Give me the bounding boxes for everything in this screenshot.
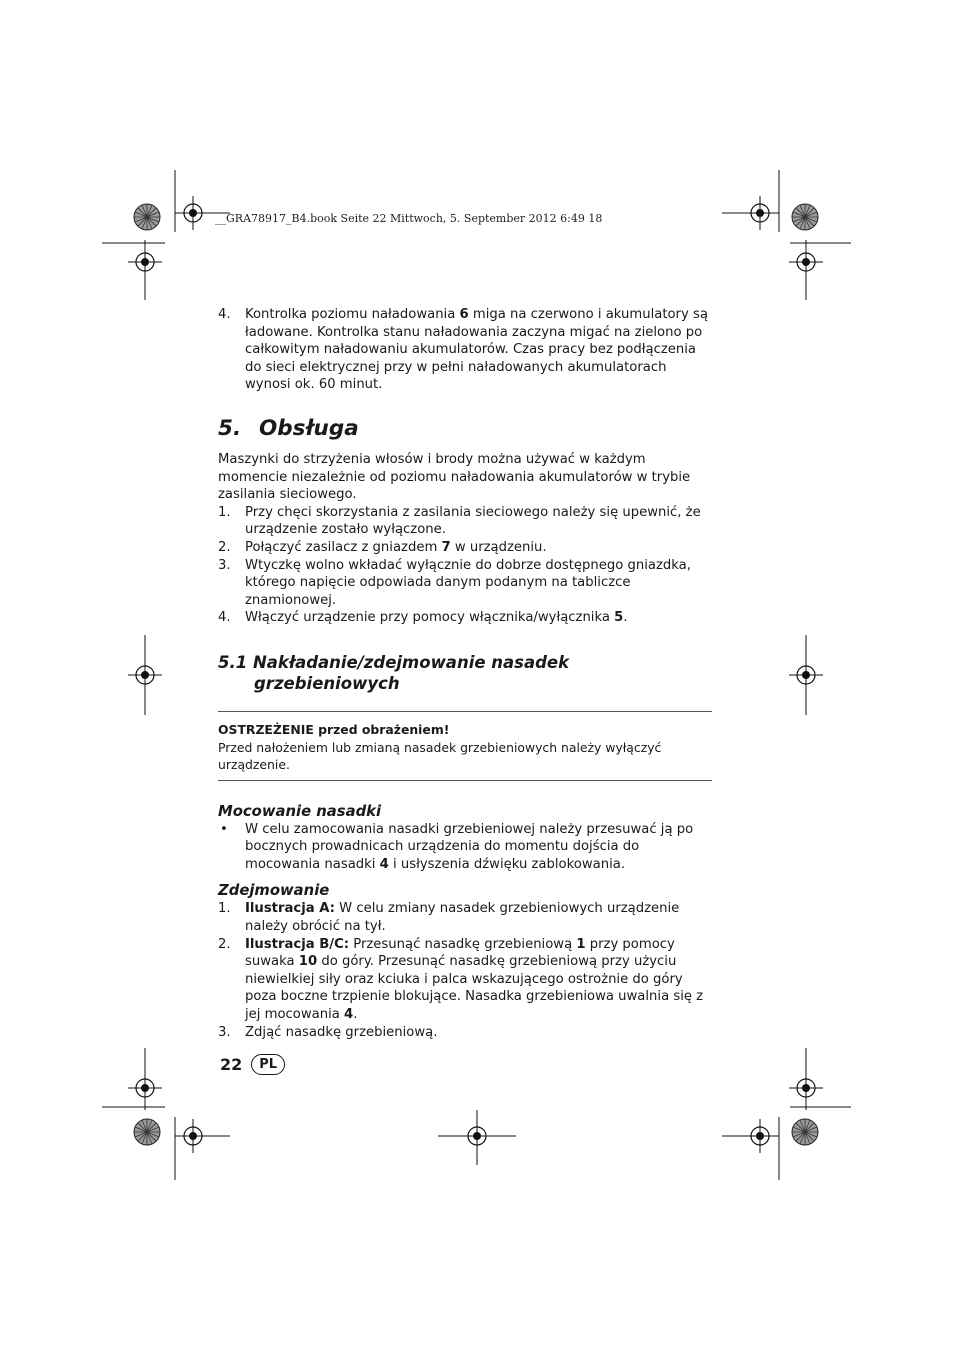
operation-steps — [218, 504, 712, 627]
language-badge: PL — [251, 1054, 285, 1075]
section-title: Obsługa — [259, 415, 359, 441]
section-paragraph: Maszynki do strzyżenia włosów i brody można używać w każdym momencie niezależnie od poziomu naładowania akumulatorów w trybie zasilania sieciowego. — [218, 451, 691, 503]
list-text: Połączyć zasilacz z gniazdem — [245, 539, 442, 555]
section-number: 5. — [218, 415, 242, 441]
print-slug: __GRA78917_B4.book Seite 22 Mittwoch, 5. September 2012 6:49 18 — [215, 212, 603, 225]
list-text: Kontrolka poziomu naładowania — [245, 307, 460, 322]
list-number: 2. — [218, 936, 231, 952]
part-number: 1 — [576, 936, 586, 952]
crop-mark-top-left — [102, 170, 230, 300]
subsection-heading — [218, 652, 712, 694]
list-text: przy pomocy suwaka — [245, 936, 675, 970]
warning-title: OSTRZEŻENIE przed obrażeniem! — [218, 721, 450, 737]
subsection-title-line1: 5.1 Nakładanie/zdejmowanie nasadek — [218, 652, 570, 672]
list-item — [218, 504, 712, 539]
list-text: i usłyszenia dźwięku zablokowania. — [388, 856, 626, 872]
list-item — [218, 609, 712, 627]
list-item — [218, 821, 712, 874]
list-text: w urządzeniu. — [450, 539, 547, 555]
mount-heading: Mocowanie nasadki — [218, 802, 382, 820]
figure-label: Ilustracja B/C: — [245, 936, 350, 952]
part-number: 7 — [441, 539, 451, 555]
list-text: Przesunąć nasadkę grzebieniową — [349, 936, 577, 952]
list-text: do góry. Przesunąć nasadkę grzebieniową przy użyciu niewielkiej siły oraz kciuka i palca wskazującego ostrożnie do góry poza boczne trzpienie blokujące. Nasadka grzebieniowa uwalnia się z jej mocowania — [245, 954, 704, 1023]
subsection-title-line2: grzebieniowych — [254, 673, 400, 693]
part-number: 4 — [344, 1007, 354, 1023]
part-number: 4 — [379, 856, 389, 872]
list-number: 3. — [218, 557, 231, 573]
part-number: 6 — [459, 307, 469, 322]
mount-section — [218, 802, 712, 874]
page-footer — [220, 1054, 285, 1075]
section-heading — [218, 416, 712, 442]
list-number: 4. — [218, 307, 231, 322]
list-number: 1. — [218, 504, 231, 520]
list-text: W celu zmiany nasadek grzebieniowych urządzenie należy obrócić na tył. — [245, 901, 680, 935]
list-number: 3. — [218, 1024, 231, 1040]
list-number: 2. — [218, 539, 231, 555]
figure-label: Ilustracja A: — [245, 901, 335, 917]
intro-list — [218, 306, 712, 394]
mount-list — [218, 821, 712, 874]
list-item — [218, 306, 712, 394]
remove-steps — [218, 900, 712, 1041]
remove-section — [218, 881, 712, 1041]
warning-box — [218, 711, 712, 781]
part-number: 10 — [298, 954, 318, 970]
list-text: . — [623, 610, 628, 626]
list-text: . — [353, 1007, 358, 1023]
bullet-mark: • — [220, 821, 228, 837]
crop-mark-mid-left — [128, 635, 162, 715]
crop-mark-bottom-center — [438, 1110, 516, 1165]
list-item — [218, 900, 712, 935]
crop-mark-top-right — [722, 170, 851, 300]
list-number: 4. — [218, 610, 231, 626]
remove-heading: Zdejmowanie — [218, 882, 330, 900]
list-text: Przy chęci skorzystania z zasilania sieciowego należy się upewnić, że urządzenie zostało wyłączone. — [245, 504, 701, 538]
list-text: Wtyczkę wolno wkładać wyłącznie do dobrze dostępnego gniazdka, którego napięcie odpowiada danym podanym na tabliczce znamionowej. — [245, 557, 691, 608]
list-item — [218, 539, 712, 557]
list-text: miga na czerwono i akumulatory są ładowane. Kontrolka stanu naładowania zaczyna migać na zielono po całkowitym naładowaniu akumulatorów. Czas pracy bez podłączenia do sieci elektrycznej przy w pełni naładowanych akumulatorach wynosi ok. 60 minut. — [245, 307, 708, 393]
warning-text: Przed nałożeniem lub zmianą nasadek grzebieniowych należy wyłączyć urządzenie. — [218, 739, 662, 773]
list-item — [218, 1024, 712, 1042]
list-item — [218, 557, 712, 610]
list-text: W celu zamocowania nasadki grzebieniowej należy przesuwać ją po bocznych prowadnicach urządzenia do momentu dojścia do mocowania nasadki — [245, 821, 694, 872]
crop-mark-bottom-right — [722, 1048, 851, 1180]
page-number: 22 — [220, 1055, 243, 1074]
list-text: Włączyć urządzenie przy pomocy włącznika/wyłącznika — [245, 610, 615, 626]
crop-mark-mid-right — [789, 635, 823, 715]
list-text: Zdjąć nasadkę grzebieniową. — [245, 1024, 438, 1040]
part-number: 5 — [614, 610, 624, 626]
list-number: 1. — [218, 901, 231, 917]
page-content — [218, 306, 712, 1041]
crop-mark-bottom-left — [102, 1048, 230, 1180]
list-item — [218, 936, 712, 1024]
